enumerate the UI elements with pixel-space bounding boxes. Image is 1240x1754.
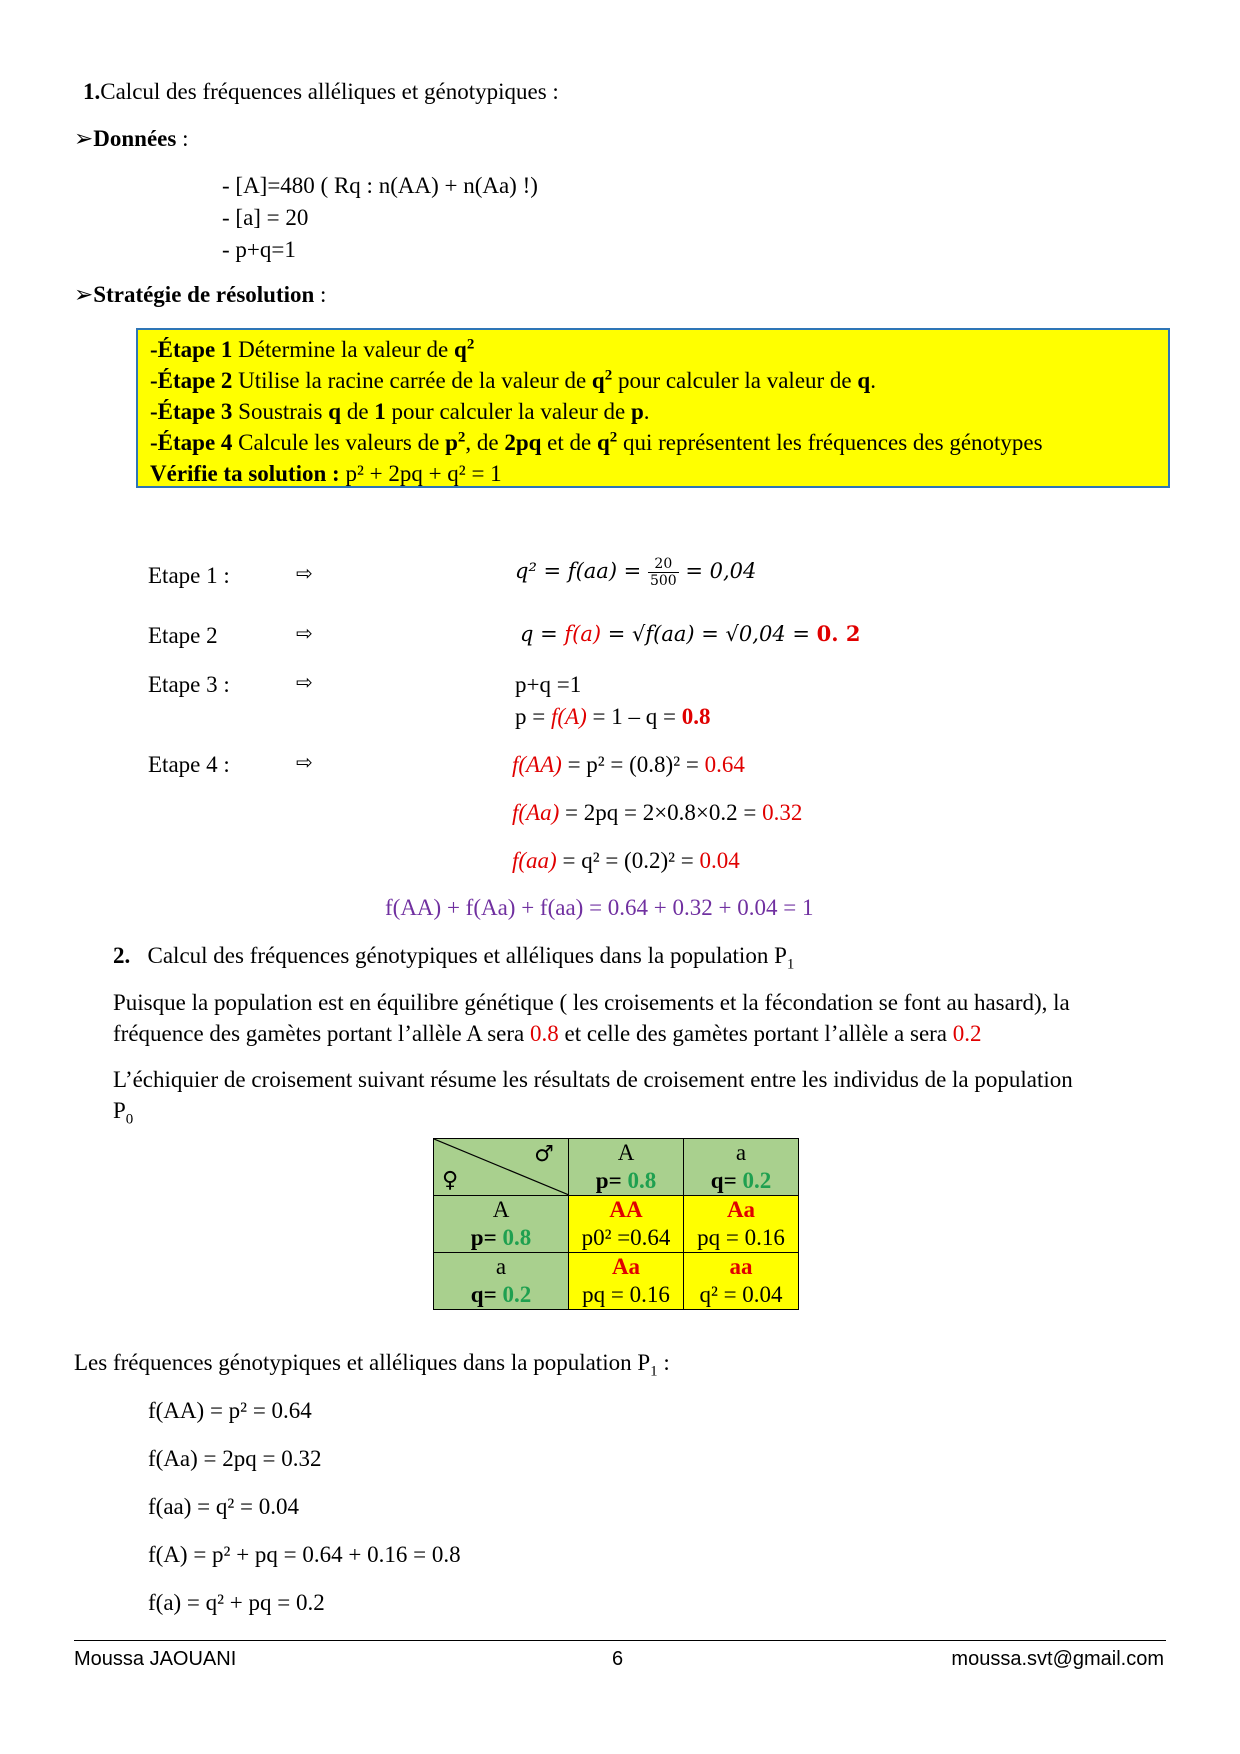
etape3-line2	[515, 704, 710, 730]
para2-b: P	[113, 1098, 126, 1123]
step4-text-c: et de	[541, 430, 597, 455]
section1-heading	[83, 79, 559, 105]
etape3-label: Etape 3 :	[148, 672, 230, 697]
e2-result: 0. 2	[816, 621, 861, 646]
section1-title: Calcul des fréquences alléliques et génotypiques :	[100, 79, 559, 104]
cell-aa-geno: aa	[729, 1254, 753, 1279]
cell-AA-geno: AA	[609, 1197, 643, 1222]
female-symbol-icon: ♀	[442, 1168, 459, 1193]
e3-line2-f: f(A)	[550, 704, 587, 729]
strategy-step-4: -Étape 4 Calcule les valeurs de $p^2$, de 2pq et de $q^2$ qui représentent les fréquences des génotypes	[150, 429, 1043, 455]
footer-author: Moussa JAOUANI	[74, 1648, 237, 1670]
step4-text-d: qui représentent les fréquences des génotypes	[617, 430, 1043, 455]
row-a-q: q=	[470, 1282, 503, 1307]
verify-label: Vérifie ta solution :	[150, 461, 340, 486]
results-intro-sub: 1	[650, 1363, 658, 1380]
results-intro-text: Les fréquences génotypiques et alléliques dans la population P	[74, 1350, 651, 1375]
strategie-label: Stratégie de résolution	[93, 282, 315, 307]
etape1-formula	[515, 556, 756, 589]
e4-AA-val: 0.64	[704, 752, 745, 777]
etape4-AA	[512, 752, 745, 778]
step3-text-b: de	[341, 399, 375, 424]
step2-text-a: Utilise la racine carrée de la valeur de	[232, 368, 592, 393]
col-A-p: p=	[595, 1168, 628, 1193]
e4-AA-mid: = p² = (0.8)² =	[561, 752, 705, 777]
para1-c: et celle des gamètes portant l’allèle a sera	[558, 1021, 953, 1046]
result-f-A: f(A) = p² + pq = 0.64 + 0.16 = 0.8	[148, 1542, 461, 1567]
cell-AA	[569, 1196, 684, 1253]
cell-AA-freq: p0² =0.64	[581, 1225, 671, 1250]
row-a-label: a	[495, 1254, 507, 1279]
cell-Aa-1	[684, 1196, 799, 1253]
header-col-a	[684, 1139, 799, 1196]
corner-cell	[434, 1139, 569, 1196]
donnees-item-3: - p+q=1	[222, 237, 296, 262]
male-symbol-icon: ♂	[534, 1142, 554, 1167]
step3-label: -Étape 3	[150, 399, 233, 424]
step1-label: -Étape 1	[150, 337, 233, 362]
strategy-step-3: -Étape 3 Soustrais q de 1 pour calculer la valeur de p.	[150, 399, 650, 424]
step1-text: Détermine la valeur de	[232, 337, 455, 362]
col-A-pval: 0.8	[627, 1168, 657, 1193]
strategy-step-2: -Étape 2 Utilise la racine carrée de la valeur de $q^2$ pour calculer la valeur de q.	[150, 367, 876, 393]
header-row-a	[434, 1253, 569, 1310]
e4-aa-val: 0.04	[699, 848, 740, 873]
row-A-p: p=	[470, 1225, 503, 1250]
e3-line2-a: p =	[515, 704, 551, 729]
para2-sub: 0	[125, 1111, 134, 1128]
footer-divider	[74, 1640, 1166, 1641]
cell-aa-freq: q² = 0.04	[699, 1282, 783, 1307]
etape2-label: Etape 2	[148, 623, 218, 648]
e1-num: 20	[648, 556, 679, 573]
section2-para1-line1: Puisque la population est en équilibre génétique ( les croisements et la fécondation se font au hasard), la	[113, 990, 1070, 1015]
col-a-label: a	[735, 1140, 747, 1165]
cell-Aa1-freq: pq = 0.16	[697, 1225, 785, 1250]
footer-email: moussa.svt@gmail.com	[951, 1648, 1164, 1670]
etape4-Aa	[512, 800, 802, 826]
result-f-AA: f(AA) = p² = 0.64	[148, 1398, 312, 1423]
e4-Aa-val: 0.32	[762, 800, 803, 825]
step4-label: -Étape 4	[150, 430, 233, 455]
row-A-label: A	[492, 1197, 510, 1222]
donnees-label: Données	[93, 126, 177, 151]
e3-line2-b: = 1 – q =	[586, 704, 682, 729]
etape1-label: Etape 1 :	[148, 563, 230, 588]
step4-text-a: Calcule les valeurs de	[232, 430, 446, 455]
col-A-label: A	[617, 1140, 635, 1165]
step4-text-b: , de	[465, 430, 505, 455]
e4-aa-mid: = q² = (0.2)² =	[556, 848, 700, 873]
donnees-item-2: - [a] = 20	[222, 205, 309, 230]
section2-number: 2.	[113, 943, 131, 968]
hollow-arrow-icon: ⇨	[296, 672, 313, 694]
cell-Aa1-geno: Aa	[726, 1197, 756, 1222]
strategy-verify	[150, 458, 1156, 489]
col-a-qval: 0.2	[742, 1168, 772, 1193]
etape4-aa	[512, 848, 740, 874]
e2-fa: f(a)	[564, 622, 602, 646]
e2-formula-a: q =	[520, 622, 565, 646]
punnett-square	[433, 1138, 799, 1310]
e2-formula-b: = √f(aa) = √0,04 =	[601, 622, 817, 646]
step3-text-a: Soustrais	[232, 399, 329, 424]
header-row-A	[434, 1196, 569, 1253]
donnees-heading	[74, 126, 188, 152]
section2-para2-line2	[113, 1098, 134, 1128]
row-a-qval: 0.2	[502, 1282, 532, 1307]
e4-AA-f: f(AA)	[512, 752, 562, 777]
step3-text-c: pour calculer la valeur de	[385, 399, 631, 424]
strategie-heading	[74, 282, 326, 308]
hollow-arrow-icon: ⇨	[296, 752, 313, 774]
etape2-formula	[520, 622, 861, 646]
strategy-step-1: -Étape 1 Détermine la valeur de $q^2$	[150, 336, 475, 362]
cell-Aa2-freq: pq = 0.16	[582, 1282, 670, 1307]
header-col-A	[569, 1139, 684, 1196]
e4-aa-f: f(aa)	[512, 848, 557, 873]
e1-fraction	[648, 556, 679, 589]
section2-para2-line1: L’échiquier de croisement suivant résume les résultats de croisement entre les individus de la population	[113, 1067, 1073, 1092]
e1-den: 500	[649, 573, 677, 590]
para1-b: fréquence des gamètes portant l’allèle A sera	[113, 1021, 531, 1046]
e1-formula-b: = 0,04	[678, 559, 757, 584]
verify-text: p² + 2pq + q² = 1	[345, 461, 502, 486]
para1-v1: 0.8	[530, 1021, 559, 1046]
etape4-check: f(AA) + f(Aa) + f(aa) = 0.64 + 0.32 + 0.04 = 1	[385, 895, 814, 920]
para1-v2: 0.2	[952, 1021, 982, 1046]
donnees-suffix: :	[176, 126, 189, 151]
section2-heading	[113, 943, 795, 973]
e3-result: 0.8	[681, 704, 711, 729]
strategy-box	[136, 328, 1170, 488]
result-f-a: f(a) = q² + pq = 0.2	[148, 1590, 325, 1615]
section2-title-sub: 1	[786, 956, 795, 973]
col-a-q: q=	[710, 1168, 743, 1193]
section2-para1-line2	[113, 1021, 982, 1047]
hollow-arrow-icon: ⇨	[296, 623, 313, 645]
e1-formula-a: q² = f(aa) =	[515, 559, 648, 584]
arrow-bullet-icon: ➢	[74, 282, 94, 307]
arrow-bullet-icon: ➢	[74, 126, 94, 151]
e4-Aa-f: f(Aa)	[512, 800, 560, 825]
row-A-pval: 0.8	[502, 1225, 532, 1250]
step2-label: -Étape 2	[150, 368, 233, 393]
strategie-suffix: :	[314, 282, 327, 307]
hollow-arrow-icon: ⇨	[296, 563, 313, 585]
section1-number: 1.	[83, 79, 101, 104]
result-f-aa: f(aa) = q² = 0.04	[148, 1494, 299, 1519]
etape3-line1: p+q =1	[515, 672, 582, 697]
donnees-item-1: - [A]=480 ( Rq : n(AA) + n(Aa) !)	[222, 173, 538, 198]
cell-Aa2-geno: Aa	[611, 1254, 641, 1279]
section2-title: Calcul des fréquences génotypiques et alléliques dans la population P	[147, 943, 787, 968]
footer-page-number: 6	[612, 1648, 624, 1670]
etape4-label: Etape 4 :	[148, 752, 230, 777]
cell-Aa-2	[569, 1253, 684, 1310]
result-f-Aa: f(Aa) = 2pq = 0.32	[148, 1446, 322, 1471]
step2-text-b: pour calculer la valeur de	[612, 368, 858, 393]
results-intro-end: :	[657, 1350, 670, 1375]
cell-aa	[684, 1253, 799, 1310]
results-intro	[74, 1350, 670, 1380]
e4-Aa-mid: = 2pq = 2×0.8×0.2 =	[559, 800, 763, 825]
